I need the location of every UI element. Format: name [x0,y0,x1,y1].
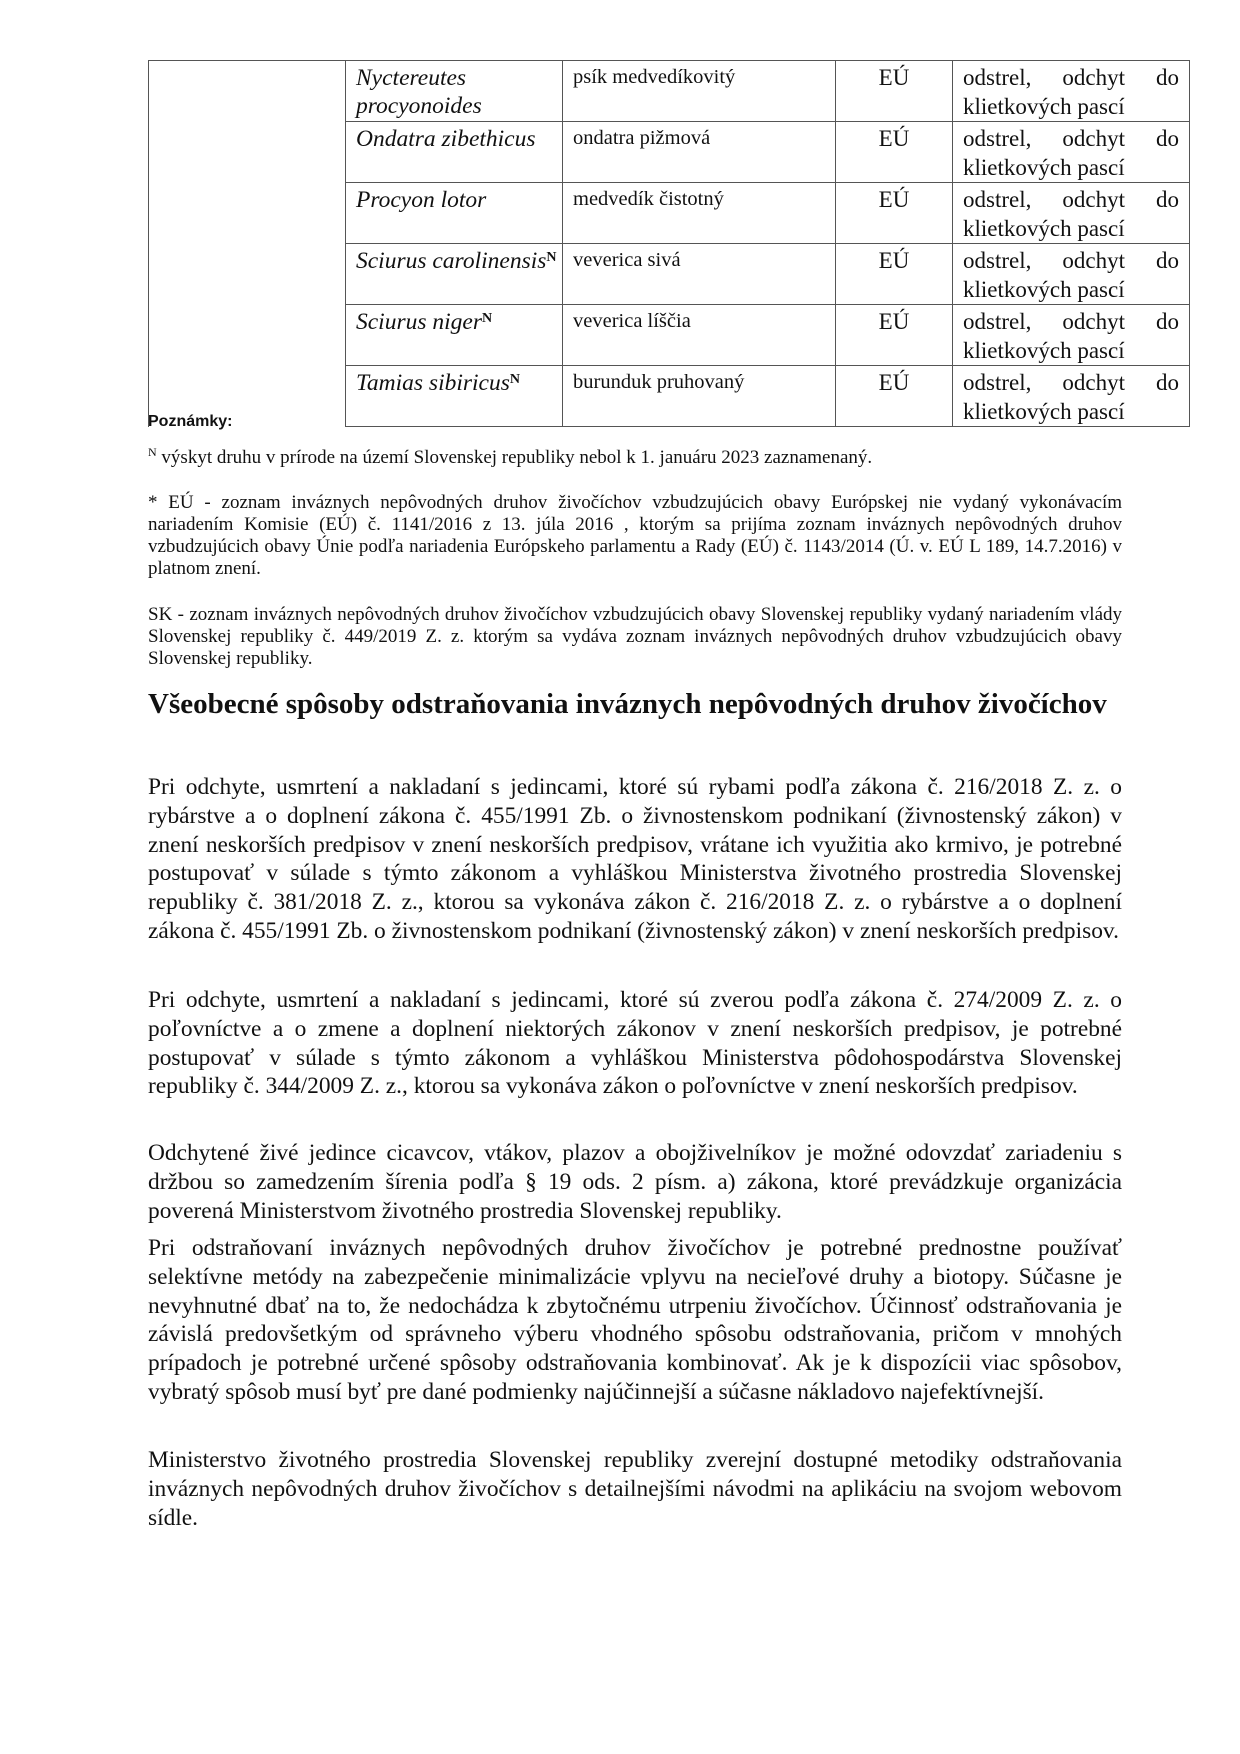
species-table [148,60,1190,427]
footnote-marker: N [546,250,557,265]
footnote-marker: N [148,445,157,459]
footnote-marker: N [481,311,493,326]
note-eu-list: * EÚ - zoznam inváznych nepôvodných druhov živočíchov vzbudzujúcich obavy Európskej nie vydaný vykonávacím nariadením Komisie (EÚ) č. 1141/2016 z 13. júla 2016 , ktorým sa prijíma zoznam inváznych nepôvodných druhov vzbudzujúcich obavy Únie podľa nariadenia Európskeho parlamentu a Rady (EÚ) č. 1143/2014 (Ú. v. EÚ L 189, 14.7.2016) v platnom znení. [148,492,1122,579]
category-cell: EÚ [836,366,953,427]
paragraph-game: Pri odchyte, usmrtení a nakladaní s jedincami, ktoré sú zverou podľa zákona č. 274/2009 Z. z. o poľovníctve a o zmene a doplnení niektorých zákonov v znení neskorších predpisov, je potrebné postupovať v súlade s týmto zákonom a vyhláškou Ministerstva pôdohospodárstva Slovenskej republiky č. 344/2009 Z. z., ktorou sa vykonáva zákon o poľovníctve v znení neskorších predpisov. [148,987,1122,1100]
section-heading: Všeobecné spôsoby odstraňovania inváznych nepôvodných druhov živočíchov [148,688,1107,720]
slovak-name-cell: ondatra pižmová [563,122,836,183]
slovak-name-cell: psík medvedíkovitý [563,61,836,122]
method-cell: odstrel, odchyt do klietkových pascí [953,366,1190,427]
note-sk-list: SK - zoznam inváznych nepôvodných druhov živočíchov vzbudzujúcich obavy Slovenskej republiky vydaný nariadením vlády Slovenskej republiky č. 449/2019 Z. z. ktorým sa vydáva zoznam inváznych nepôvodných druhov vzbudzujúcich obavy Slovenskej republiky. [148,604,1122,669]
paragraph-fish: Pri odchyte, usmrtení a nakladaní s jedincami, ktoré sú rybami podľa zákona č. 216/2018 Z. z. o rybárstve a o doplnení zákona č. 455/1991 Zb. o živnostenskom podnikaní (živnostenský zákon) v znení neskorších predpisov v znení neskorších predpisov, vrátane ich využitia ako krmivo, je potrebné postupovať v súlade s týmto zákonom a vyhláškou Ministerstva životného prostredia Slovenskej republiky č. 381/2018 Z. z., ktorou sa vykonáva zákon č. 216/2018 Z. z. o rybárstve a o doplnení zákona č. 455/1991 Zb. o živnostenskom podnikaní (živnostenský zákon) v znení neskorších predpisov. [148,774,1122,944]
scientific-name-cell: Sciurus niger$^N$ [346,305,563,366]
slovak-name-cell: veverica líščia [563,305,836,366]
scientific-name-cell: Ondatra zibethicus [346,122,563,183]
scientific-name-cell: Nyctereutes procyonoides [346,61,563,122]
method-cell: odstrel, odchyt do klietkových pascí [953,244,1190,305]
category-cell: EÚ [836,122,953,183]
method-cell: odstrel, odchyt do klietkových pascí [953,305,1190,366]
note-native-occurrence: $^N$ výskyt druhu v prírode na území Slovenskej republiky nebol k 1. januáru 2023 zaznamenaný. [148,445,873,468]
method-cell: odstrel, odchyt do klietkových pascí [953,183,1190,244]
table-row [149,61,1190,122]
slovak-name-cell: medvedík čistotný [563,183,836,244]
category-cell: EÚ [836,61,953,122]
scientific-name-cell: Procyon lotor [346,183,563,244]
method-cell: odstrel, odchyt do klietkových pascí [953,61,1190,122]
paragraph-captured-animals: Odchytené živé jedince cicavcov, vtákov, plazov a obojživelníkov je možné odovzdať zariadeniu s držbou so zamedzením šírenia podľa § 19 ods. 2 písm. a) zákona, ktoré prevádzkuje organizácia poverená Ministerstvom životného prostredia Slovenskej republiky. [148,1140,1122,1224]
paragraph-selective-methods: Pri odstraňovaní inváznych nepôvodných druhov živočíchov je potrebné prednostne používať selektívne metódy na zabezpečenie minimalizácie vplyvu na necieľové druhy a biotopy. Súčasne je nevyhnutné dbať na to, že nedochádza k zbytočnému utrpeniu živočíchov. Účinnosť odstraňovania je závislá predovšetkým od správneho výberu vhodného spôsobu odstraňovania, pričom v mnohých prípadoch je potrebné určené spôsoby odstraňovania kombinovať. Ak je k dispozícii viac spôsobov, vybratý spôsob musí byť pre dané podmienky najúčinnejší a súčasne nákladovo najefektívnejší. [148,1235,1122,1405]
category-cell: EÚ [836,244,953,305]
slovak-name-cell: burunduk pruhovaný [563,366,836,427]
scientific-name-cell: Sciurus carolinensis$^N$ [346,244,563,305]
footnote-marker: N [509,372,521,387]
slovak-name-cell: veverica sivá [563,244,836,305]
category-cell: EÚ [836,305,953,366]
method-cell: odstrel, odchyt do klietkových pascí [953,122,1190,183]
paragraph-methodology: Ministerstvo životného prostredia Slovenskej republiky zverejní dostupné metodiky odstraňovania inváznych nepôvodných druhov živočíchov s detailnejšími návodmi na aplikáciu na svojom webovom sídle. [148,1447,1122,1531]
scientific-name-cell: Tamias sibiricus$^N$ [346,366,563,427]
notes-label: Poznámky: [148,413,233,430]
category-cell: EÚ [836,183,953,244]
group-cell [149,61,346,427]
